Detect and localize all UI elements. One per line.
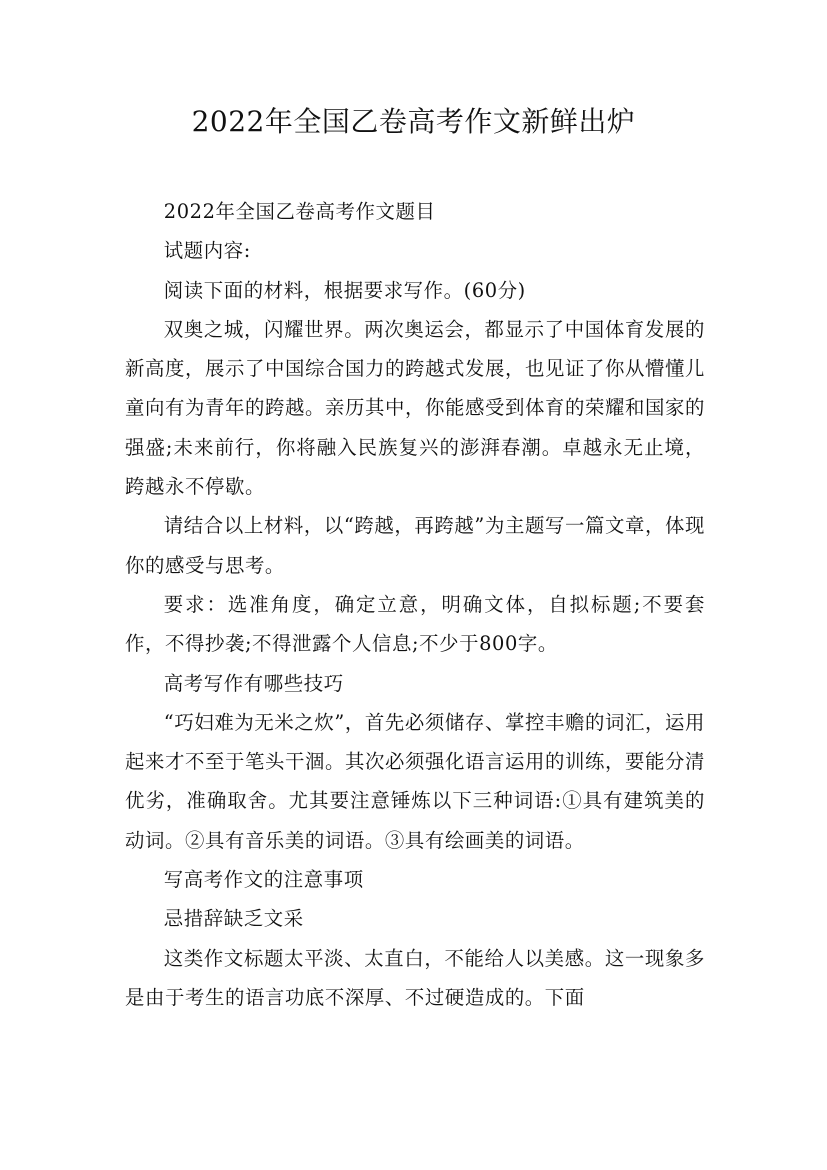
paragraph-exam-title: 2022年全国乙卷高考作文题目 xyxy=(163,200,436,223)
subheading-wording: 忌措辞缺乏文采 xyxy=(163,907,304,931)
document-title: 2022年全国乙卷高考作文新鲜出炉 xyxy=(191,105,636,138)
document-body xyxy=(125,192,705,1017)
heading-writing-notes: 写高考作文的注意事项 xyxy=(163,868,364,892)
paragraph-prompt: 请结合以上材料，以“跨越，再跨越”为主题写一篇文章，体现你的感受与思考。 xyxy=(125,514,705,577)
paragraph-material: 双奥之城，闪耀世界。两次奥运会，都显示了中国体育发展的新高度，展示了中国综合国力的跨越式发展，也见证了你从懵懂儿童向有为青年的跨越。亲历其中，你能感受到体育的荣耀和国家的强盛;未来前行，你将融入民族复兴的澎湃春潮。卓越永无止境，跨越永不停歇。 xyxy=(125,317,705,499)
paragraph-requirements: 要求：选准角度，确定立意，明确文体，自拟标题;不要套作，不得抄袭;不得泄露个人信息;不少于800字。 xyxy=(125,592,705,656)
paragraph-question-content-label: 试题内容: xyxy=(163,239,251,263)
paragraph-instructions: 阅读下面的材料，根据要求写作。(60分) xyxy=(163,278,526,302)
paragraph-writing-tips: “巧妇难为无米之炊”，首先必须储存、掌控丰赡的词汇，运用起来才不至于笔头干涸。其次必须强化语言运用的训练，要能分清优劣，准确取舍。尤其要注意锤炼以下三种词语:①具有建筑美的动词。②具有音乐美的词语。③具有绘画美的词语。 xyxy=(125,710,705,852)
paragraph-wording: 这类作文标题太平淡、太直白，不能给人以美感。这一现象多是由于考生的语言功底不深厚、不过硬造成的。下面 xyxy=(125,946,705,1009)
heading-writing-tips: 高考写作有哪些技巧 xyxy=(163,671,344,695)
